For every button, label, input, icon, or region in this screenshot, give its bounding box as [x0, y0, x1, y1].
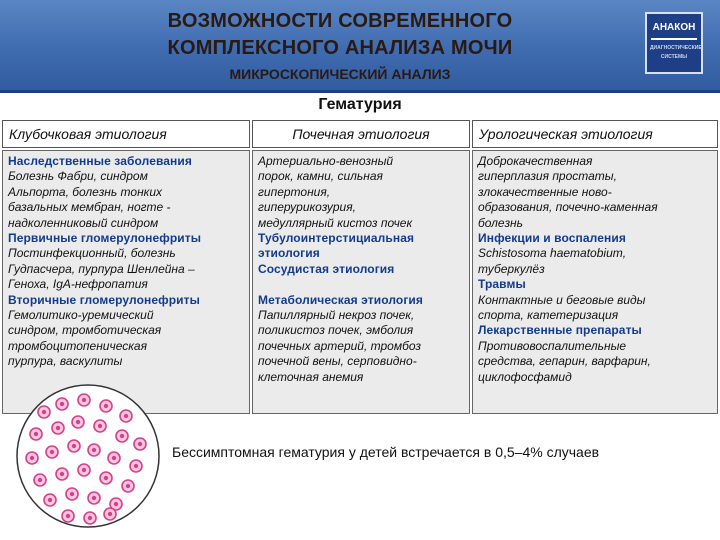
red-blood-cell-center: [50, 450, 54, 454]
red-blood-cell-center: [138, 442, 142, 446]
condition-text: Контактные и беговые виды: [478, 292, 646, 307]
red-blood-cell-center: [66, 514, 70, 518]
category-heading: Сосудистая этиология: [258, 261, 395, 276]
condition-text: Постинфекционный, болезнь: [8, 246, 176, 261]
red-blood-cell-center: [108, 512, 112, 516]
condition-text: надколенниковый синдром: [8, 215, 159, 230]
condition-text: туберкулёз: [478, 261, 545, 276]
condition-text: пурпура, васкулиты: [8, 354, 123, 369]
condition-text: Schistosoma haematobium,: [478, 246, 627, 261]
red-blood-cell-center: [70, 492, 74, 496]
category-heading: Инфекции и воспаления: [478, 231, 626, 246]
etiology-table: [2, 120, 718, 414]
category-heading: Наследственные заболевания: [8, 154, 192, 168]
red-blood-cell-center: [60, 402, 64, 406]
red-blood-cell-center: [120, 434, 124, 438]
condition-text: клеточная анемия: [258, 369, 364, 384]
red-blood-cell-center: [114, 502, 118, 506]
condition-text: гиперурикозурия,: [258, 200, 356, 215]
red-blood-cell-center: [126, 484, 130, 488]
condition-text: Болезнь Фабри, синдром: [8, 169, 148, 184]
red-blood-cell-center: [82, 468, 86, 472]
condition-text: медуллярный кистоз почек: [258, 215, 413, 230]
red-blood-cell-center: [92, 448, 96, 452]
condition-text: поликистоз почек, эмболия: [258, 323, 414, 338]
condition-text: Гудпасчера, пурпура Шенлейна –: [8, 261, 195, 276]
condition-text: циклофосфамид: [478, 369, 572, 384]
category-heading: Лекарственные препараты: [478, 323, 642, 338]
red-blood-cell-center: [38, 478, 42, 482]
red-blood-cell-center: [104, 404, 108, 408]
red-blood-cell-center: [48, 498, 52, 502]
red-blood-cell-center: [60, 472, 64, 476]
condition-text: гипертония,: [258, 184, 331, 199]
banner-divider: [0, 90, 720, 93]
red-blood-cell-center: [88, 516, 92, 520]
condition-text: Геноха, IgA-нефропатия: [8, 277, 148, 292]
condition-text: Гемолитико-уремический: [8, 308, 154, 323]
column-header-renal: Почечная этиология: [252, 120, 470, 148]
condition-text: тромбоцитопеническая: [8, 338, 147, 353]
condition-text: Противовоспалительные: [478, 338, 627, 353]
logo-subtext: ДИАГНОСТИЧЕСКИЕ СИСТЕМЫ: [650, 45, 702, 60]
category-heading: Вторичные гломерулонефриты: [8, 292, 200, 307]
condition-text: почечной вены, серповидно-: [258, 354, 417, 369]
red-blood-cell-center: [104, 476, 108, 480]
slide-title-line-2: КОМПЛЕКСНОГО АНАЛИЗА МОЧИ: [167, 37, 513, 59]
red-blood-cell-center: [124, 414, 128, 418]
logo-bar: [651, 38, 697, 40]
red-blood-cell-center: [134, 464, 138, 468]
logo-name: АНАКОН: [652, 22, 696, 33]
red-blood-cell-center: [30, 456, 34, 460]
category-heading: этиология: [258, 246, 320, 261]
red-blood-cell-center: [42, 410, 46, 414]
condition-text: гиперплазия простаты,: [478, 169, 617, 184]
condition-text: почечных артерий, тромбоз: [258, 338, 421, 353]
footer-note: Бессимптомная гематурия у детей встречается в 0,5–4% случаев: [172, 444, 600, 460]
red-blood-cell-center: [82, 398, 86, 402]
condition-text: Альпорта, болезнь тонких: [8, 184, 163, 199]
condition-text: Папиллярный некроз почек,: [258, 308, 415, 323]
red-blood-cell-center: [98, 424, 102, 428]
condition-text: базальных мембран, ногте -: [8, 200, 171, 215]
condition-text: порок, камни, сильная: [258, 169, 383, 184]
condition-text: спорта, катетеризация: [478, 308, 619, 323]
category-heading: Первичные гломерулонефриты: [8, 231, 202, 246]
condition-text: злокачественные ново-: [478, 184, 612, 199]
condition-text: средства, гепарин, варфарин,: [478, 354, 651, 369]
condition-text: болезнь: [478, 215, 523, 230]
column-header-urological: Урологическая этиология: [472, 120, 718, 148]
condition-text: Доброкачественная: [478, 154, 593, 168]
column-body-glomerular: [2, 150, 250, 414]
category-heading: Метаболическая этиология: [258, 292, 424, 307]
slide-title-line-1: ВОЗМОЖНОСТИ СОВРЕМЕННОГО: [167, 10, 513, 32]
red-blood-cell-center: [112, 456, 116, 460]
column-body-renal: [252, 150, 470, 414]
red-blood-cell-center: [72, 444, 76, 448]
slide-subtitle: МИКРОСКОПИЧЕСКИЙ АНАЛИЗ: [229, 66, 451, 82]
urine-sediment-illustration: [14, 382, 162, 530]
category-heading: Травмы: [478, 277, 526, 292]
red-blood-cell-center: [76, 420, 80, 424]
condition-text: образования, почечно-каменная: [478, 200, 658, 215]
condition-text: синдром, тромботическая: [8, 323, 162, 338]
category-heading: Тубулоинтерстициальная: [258, 231, 415, 246]
section-heading: Гематурия: [318, 96, 402, 113]
column-header-glomerular: Клубочковая этиология: [2, 120, 250, 148]
condition-text: [258, 277, 464, 292]
column-body-urological: [472, 150, 718, 414]
anakon-logo: [645, 12, 703, 74]
red-blood-cell-center: [92, 496, 96, 500]
condition-text: Артериально-венозный: [258, 154, 394, 168]
red-blood-cell-center: [56, 426, 60, 430]
red-blood-cell-center: [34, 432, 38, 436]
